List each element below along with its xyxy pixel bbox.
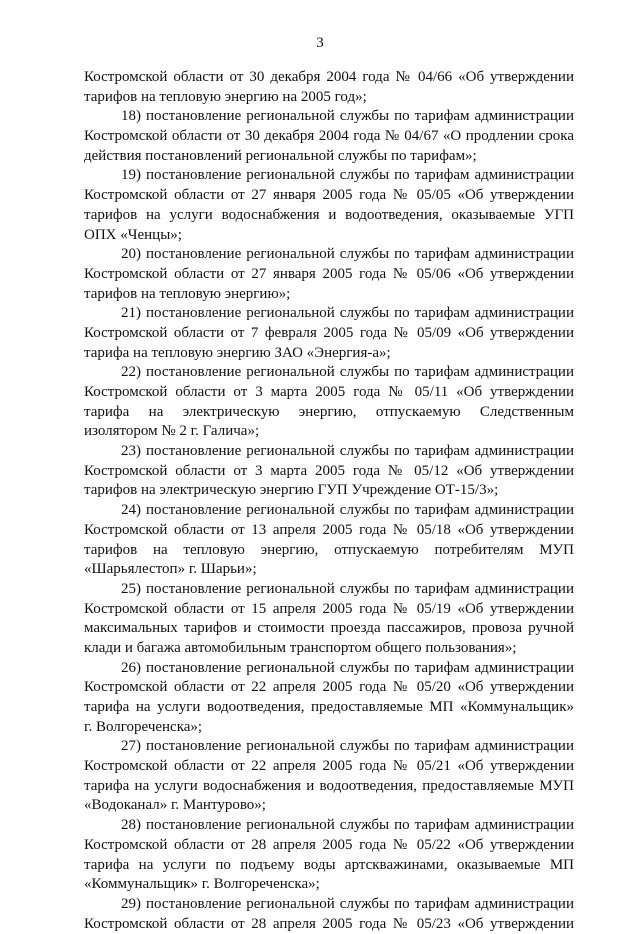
text-line: «Водоканал» г. Мантурово»;	[84, 797, 266, 814]
text-line: г. Волгореченска»;	[84, 718, 203, 735]
paragraph-item-20	[84, 245, 574, 304]
text-line: тарифа на электрическую энергию, отпускаемую Следственным	[84, 403, 574, 420]
text-line: Костромской области от 22 апреля 2005 года № 05/21 «Об утверждении	[84, 758, 574, 775]
text-line: 23) постановление региональной службы по тарифам администрации	[121, 443, 574, 460]
text-line: 25) постановление региональной службы по тарифам администрации	[121, 580, 574, 597]
text-line: Костромской области от 30 декабря 2004 года № 04/66 «Об утверждении	[84, 69, 574, 85]
text-line: Костромской области от 3 марта 2005 года № 05/11 «Об утверждении	[84, 384, 574, 400]
text-line: Костромской области от 28 апреля 2005 года № 05/22 «Об утверждении	[84, 836, 574, 853]
paragraph-item-21	[84, 304, 574, 363]
text-line: тарифов на тепловую энергию, отпускаемую потребителям МУП	[84, 541, 574, 558]
text-line: Костромской области от 27 января 2005 года № 05/06 «Об утверждении	[84, 265, 574, 282]
text-line: Костромской области от 13 апреля 2005 года № 05/18 «Об утверждении	[84, 521, 574, 538]
paragraph-item-25	[84, 580, 574, 659]
text-line: тарифа на услуги водоотведения, предоставляемые МП «Коммунальщик»	[84, 699, 574, 715]
text-line: Костромской области от 7 февраля 2005 года № 05/09 «Об утверждении	[84, 324, 574, 341]
text-line: «Коммунальщик» г. Волгореченска»;	[84, 876, 320, 893]
text-line: тарифа на услуги водоснабжения и водоотведения, предоставляемые МУП	[84, 777, 574, 794]
text-line: Костромской области от 27 января 2005 года № 05/05 «Об утверждении	[84, 187, 574, 204]
paragraph-item-24	[84, 501, 574, 580]
text-line: максимальных тарифов и стоимости проезда пассажиров, провоза ручной	[84, 620, 574, 637]
text-line: изолятором № 2 г. Галича»;	[84, 423, 260, 440]
text-line: 20) постановление региональной службы по тарифам администрации	[121, 246, 574, 263]
paragraph-continuation	[84, 68, 574, 107]
text-line: Костромской области от 30 декабря 2004 года № 04/67 «О продлении срока	[84, 128, 574, 145]
text-line: 21) постановление региональной службы по тарифам администрации	[121, 305, 574, 322]
paragraph-item-26	[84, 659, 574, 738]
text-line: действия постановлений региональной службы по тарифам»;	[84, 147, 477, 164]
text-line: 29) постановление региональной службы по тарифам администрации	[121, 895, 574, 912]
text-line: клади и багажа автомобильным транспортом общего пользования»;	[84, 639, 517, 656]
text-line: тарифов на услуги водоснабжения и водоотведения, оказываемые УГП	[84, 206, 574, 223]
text-line: Костромской области от 3 марта 2005 года № 05/12 «Об утверждении	[84, 462, 574, 479]
text-line: 19) постановление региональной службы по тарифам администрации	[121, 167, 574, 184]
paragraph-item-18	[84, 107, 574, 166]
text-line: ОПХ «Ченцы»;	[84, 226, 182, 243]
text-line: тарифов на тепловую энергию на 2005 год»;	[84, 88, 367, 105]
text-line: Костромской области от 15 апреля 2005 года № 05/19 «Об утверждении	[84, 600, 574, 617]
page-number: 3	[316, 35, 324, 51]
text-line: 22) постановление региональной службы по тарифам администрации	[121, 364, 574, 381]
paragraph-item-19	[84, 166, 574, 245]
text-line: «Шарьялестоп» г. Шарьи»;	[84, 561, 257, 578]
text-line: 26) постановление региональной службы по тарифам администрации	[121, 659, 574, 676]
text-line: 18) постановление региональной службы по тарифам администрации	[121, 108, 574, 125]
text-line: тарифа на услуги по подъему воды артскважинами, оказываемые МП	[84, 856, 574, 873]
text-line: 24) постановление региональной службы по тарифам администрации	[121, 502, 574, 519]
text-line: Костромской области от 22 апреля 2005 года № 05/20 «Об утверждении	[84, 679, 574, 696]
text-line: тарифов на тепловую энергию»;	[84, 285, 291, 302]
paragraph-item-29	[84, 895, 574, 934]
paragraph-item-27	[84, 737, 574, 816]
text-line: 27) постановление региональной службы по тарифам администрации	[121, 738, 574, 755]
text-line: тарифа на тепловую энергию ЗАО «Энергия-а»;	[84, 344, 391, 361]
text-line: 28) постановление региональной службы по тарифам администрации	[121, 817, 574, 834]
document-body	[84, 68, 574, 934]
text-line: тарифов на электрическую энергию ГУП Учреждение ОТ-15/3»;	[84, 482, 499, 499]
text-line: Костромской области от 28 апреля 2005 года № 05/23 «Об утверждении	[84, 915, 574, 932]
paragraph-item-28	[84, 816, 574, 895]
paragraph-item-22	[84, 363, 574, 442]
paragraph-item-23	[84, 442, 574, 501]
